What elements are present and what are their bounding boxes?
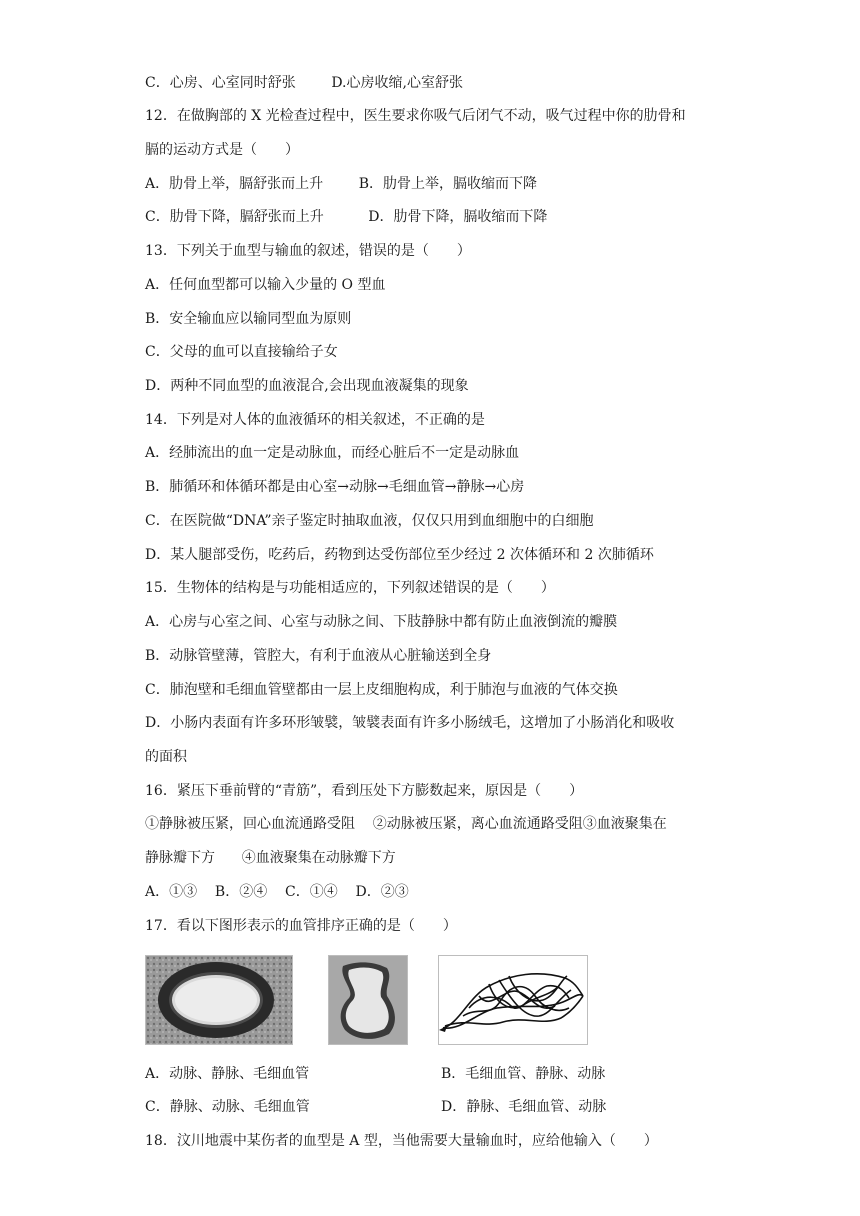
question-17: 17．看以下图形表示的血管排序正确的是（ ） bbox=[145, 918, 457, 934]
option-line: D．某人腿部受伤，吃药后，药物到达受伤部位至少经过 2 次体循环和 2 次肺循环 bbox=[145, 547, 654, 563]
question-15: 15．生物体的结构是与功能相适应的，下列叙述错误的是（ ） bbox=[145, 580, 555, 596]
option-line: C．在医院做“DNA”亲子鉴定时抽取血液，仅仅只用到血细胞中的白细胞 bbox=[145, 513, 594, 529]
option-c: C．静脉、动脉、毛细血管 bbox=[145, 1099, 310, 1115]
artery-figure bbox=[145, 955, 293, 1045]
option-b: B．毛细血管、静脉、动脉 bbox=[441, 1066, 606, 1082]
question-16: 16．紧压下垂前臂的“青筋”，看到压处下方膨数起来，原因是（ ） bbox=[145, 783, 584, 799]
question-12: 12．在做胸部的 X 光检查过程中，医生要求你吸气后闭气不动，吸气过程中你的肋骨和 bbox=[145, 108, 686, 124]
option-line: B．安全输血应以输同型血为原则 bbox=[145, 311, 352, 327]
question-13: 13．下列关于血型与输血的叙述，错误的是（ ） bbox=[145, 243, 471, 259]
option-a: A．动脉、静脉、毛细血管 bbox=[145, 1066, 310, 1082]
option-line: A．任何血型都可以输入少量的 O 型血 bbox=[145, 277, 386, 293]
capillary-figure bbox=[438, 955, 588, 1045]
option-line: C．肺泡壁和毛细血管壁都由一层上皮细胞构成，利于肺泡与血液的气体交换 bbox=[145, 682, 618, 698]
vein-figure bbox=[328, 955, 408, 1045]
text-line: 静脉瓣下方 ④血液聚集在动脉瓣下方 bbox=[145, 850, 396, 866]
text-line: 膈的运动方式是（ ） bbox=[145, 142, 299, 158]
option-d: D．静脉、毛细血管、动脉 bbox=[441, 1099, 607, 1115]
option-line: D．小肠内表面有许多环形皱襞，皱襞表面有许多小肠绒毛，这增加了小肠消化和吸收 bbox=[145, 715, 675, 731]
text-line: ①静脉被压紧，回心血流通路受阻 ②动脉被压紧，离心血流通路受阻③血液聚集在 bbox=[145, 816, 667, 832]
question-14: 14．下列是对人体的血液循环的相关叙述，不正确的是 bbox=[145, 412, 485, 428]
question-18: 18．汶川地震中某伤者的血型是 A 型，当他需要大量输血时，应给他输入（ ） bbox=[145, 1133, 658, 1149]
option-line: B．肺循环和体循环都是由心室→动脉→毛细血管→静脉→心房 bbox=[145, 479, 525, 495]
option-line: B．动脉管壁薄，管腔大，有利于血液从心脏输送到全身 bbox=[145, 648, 492, 664]
option-line: C．肋骨下降，膈舒张而上升 D．肋骨下降，膈收缩而下降 bbox=[145, 209, 548, 225]
option-line: A．肋骨上举，膈舒张而上升 B．肋骨上举，膈收缩而下降 bbox=[145, 176, 537, 192]
option-line: C．父母的血可以直接输给子女 bbox=[145, 344, 338, 360]
option-line: A．经肺流出的血一定是动脉血，而经心脏后不一定是动脉血 bbox=[145, 445, 520, 461]
option-line: D．两种不同血型的血液混合,会出现血液凝集的现象 bbox=[145, 378, 469, 394]
text-line: 的面积 bbox=[145, 749, 187, 765]
option-line: A．心房与心室之间、心室与动脉之间、下肢静脉中都有防止血液倒流的瓣膜 bbox=[145, 614, 618, 630]
option-line: A．①③ B．②④ C．①④ D．②③ bbox=[145, 884, 409, 900]
text-line: C．心房、心室同时舒张 D.心房收缩,心室舒张 bbox=[145, 75, 463, 91]
